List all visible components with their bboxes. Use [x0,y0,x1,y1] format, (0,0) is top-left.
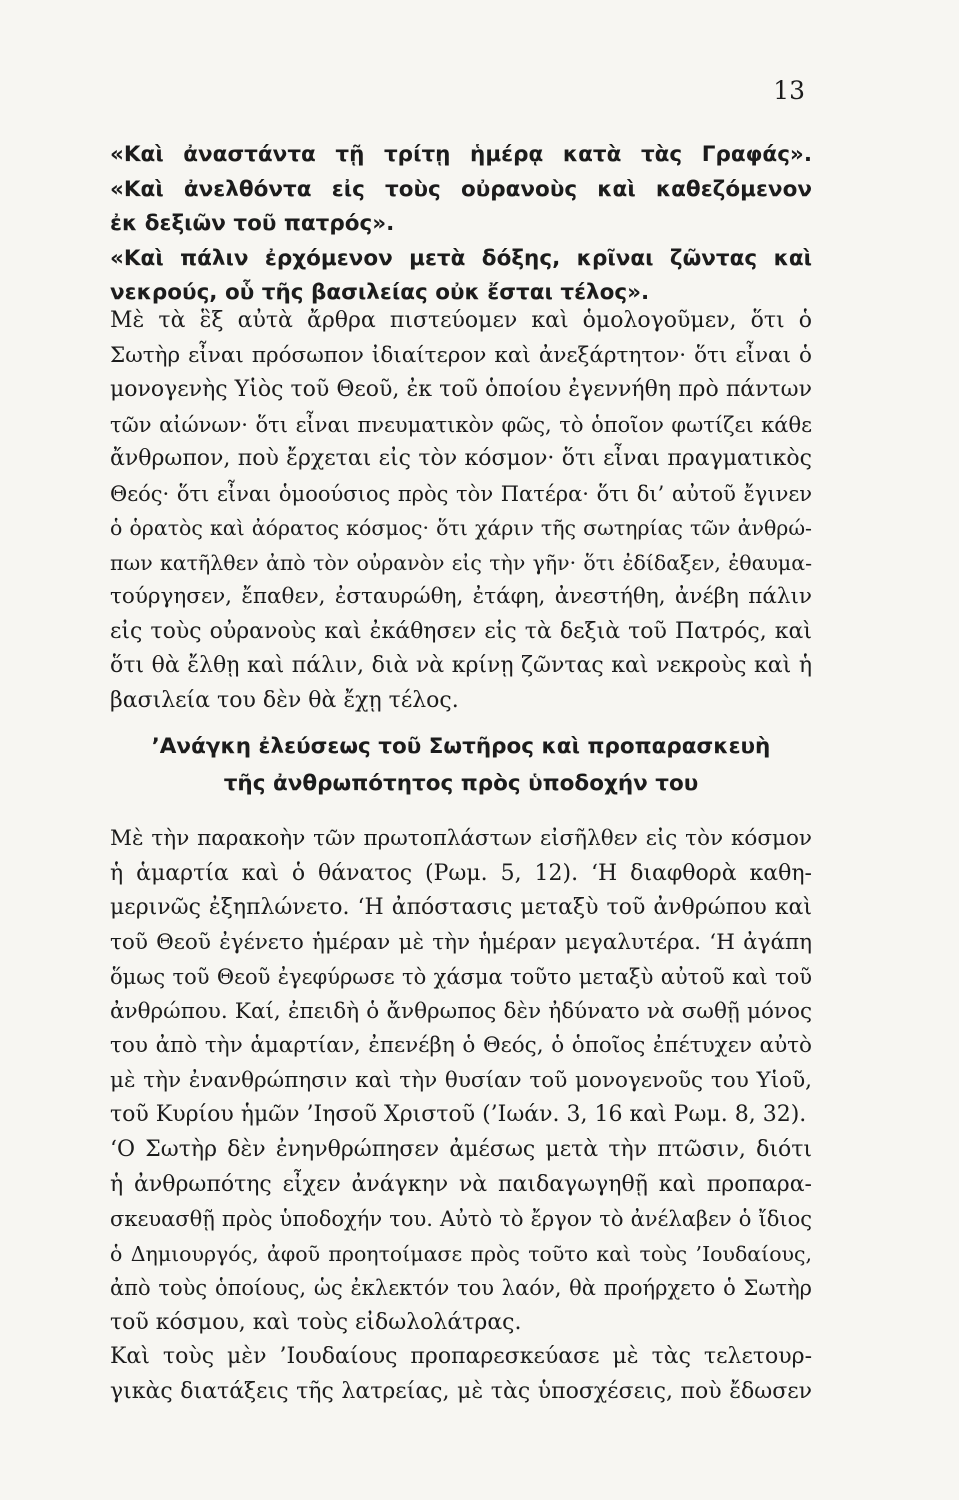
text-line: μὲ τὴν ἐνανθρώπησιν καὶ τὴν θυσίαν τοῦ μονογενοῦς του Υἱοῦ, [110,1067,812,1093]
paragraph-2 [110,822,812,1133]
creed-line: νεκρούς, οὗ τῆς βασιλείας οὐκ ἔσται τέλος». [110,280,650,305]
paragraph-1 [110,304,812,718]
text-line: γικὰς διατάξεις τῆς λατρείας, μὲ τὰς ὑποσχέσεις, ποὺ ἔδωσεν [110,1378,812,1404]
text-line: ἡ ἁμαρτία καὶ ὁ θάνατος (Ρωμ. 5, 12). ‘Η διαφθορὰ καθη- [110,860,812,886]
text-line: τοῦ Θεοῦ ἐγένετο ἡμέραν μὲ τὴν ἡμέραν μεγαλυτέρα. ‘Η ἀγάπη [110,929,812,955]
paragraph-3 [110,1133,812,1340]
text-line: Σωτὴρ εἶναι πρόσωπον ἰδιαίτερον καὶ ἀνεξάρτητον· ὅτι εἶναι ὁ [110,342,812,368]
text-line: τοῦ κόσμου, καὶ τοὺς εἰδωλολάτρας. [110,1309,522,1335]
text-line: ὅμως τοῦ Θεοῦ ἐγεφύρωσε τὸ χάσμα τοῦτο μεταξὺ αὐτοῦ καὶ τοῦ [110,965,812,989]
paragraph-4 [110,1340,812,1409]
text-line: ὅτι θὰ ἔλθῃ καὶ πάλιν, διὰ νὰ κρίνῃ ζῶντας καὶ νεκροὺς καὶ ἡ [110,653,812,678]
creed-line: «Καὶ ἀνελθόντα εἰς τοὺς οὐρανοὺς καὶ καθεζόμενον [110,176,812,202]
text-line: ἄνθρωπον, ποὺ ἔρχεται εἰς τὸν κόσμον· ὅτι εἶναι πραγματικὸς [110,446,812,471]
text-line: ὁ ὁρατὸς καὶ ἀόρατος κόσμος· ὅτι χάριν τῆς σωτηρίας τῶν ἀνθρώ- [110,516,812,540]
text-line: σκευασθῇ πρὸς ὑποδοχήν του. Αὐτὸ τὸ ἔργον τὸ ἀνέλαβεν ὁ ἴδιος [110,1207,812,1231]
text-line: ἀνθρώπου. Καί, ἐπειδὴ ὁ ἄνθρωπος δὲν ἠδύνατο νὰ σωθῇ μόνος [110,998,812,1024]
text-line: τοῦ Κυρίου ἡμῶν ’Ιησοῦ Χριστοῦ (’Ιωάν. 3, 16 καὶ Ρωμ. 8, 32). [110,1102,807,1127]
text-line: ἡ ἀνθρωπότης εἶχεν ἀνάγκην νὰ παιδαγωγηθῇ καὶ προπαρα- [110,1171,812,1197]
text-line: βασιλεία του δὲν θὰ ἔχῃ τέλος. [110,687,459,713]
text-line: ‘Ο Σωτὴρ δὲν ἐνηνθρώπησεν ἀμέσως μετὰ τὴν πτῶσιν, διότι [110,1137,812,1162]
text-line: ὁ Δημιουργός, ἀφοῦ προητοίμασε πρὸς τοῦτο καὶ τοὺς ’Ιουδαίους, [110,1241,812,1266]
text-line: μονογενὴς Υἱὸς τοῦ Θεοῦ, ἐκ τοῦ ὁποίου ἐγεννήθη πρὸ πάντων [110,377,812,402]
text-line: Θεός· ὅτι εἶναι ὁμοούσιος πρὸς τὸν Πατέρα· ὅτι δι’ αὐτοῦ ἔγινεν [110,481,812,506]
creed-line: «Καὶ πάλιν ἐρχόμενον μετὰ δόξης, κρῖναι ζῶντας καὶ [110,245,812,271]
heading-line: τῆς ἀνθρωπότητος πρὸς ὑποδοχήν του [223,771,699,796]
creed-line: «Καὶ ἀναστάντα τῇ τρίτῃ ἡμέρᾳ κατὰ τὰς Γραφάς». [110,142,812,167]
text-line: τῶν αἰώνων· ὅτι εἶναι πνευματικὸν φῶς, τὸ ὁποῖον φωτίζει κάθε [110,412,812,437]
section-heading [110,728,812,802]
text-line: Μὲ τὰ ἓξ αὐτὰ ἄρθρα πιστεύομεν καὶ ὁμολογοῦμεν, ὅτι ὁ [110,308,812,333]
text-line: πων κατῆλθεν ἀπὸ τὸν οὐρανὸν εἰς τὴν γῆν· ὅτι ἐδίδαξεν, ἐθαυμα- [110,550,812,575]
text-line: τούργησεν, ἔπαθεν, ἐσταυρώθη, ἐτάφη, ἀνεστήθη, ἀνέβη πάλιν [110,584,812,609]
creed-quotation [110,138,812,311]
text-line: Καὶ τοὺς μὲν ’Ιουδαίους προπαρεσκεύασε μὲ τὰς τελετουρ- [110,1344,812,1369]
heading-line: ’Ανάγκη ἐλεύσεως τοῦ Σωτῆρος καὶ προπαρασκευὴ [151,734,771,759]
page-number: 13 [773,76,805,105]
text-line: ἀπὸ τοὺς ὁποίους, ὡς ἐκλεκτόν του λαόν, θὰ προήρχετο ὁ Σωτὴρ [110,1276,812,1300]
text-line: μερινῶς ἐξηπλώνετο. ‘Η ἀπόστασις μεταξὺ τοῦ ἀνθρώπου καὶ [110,895,812,920]
creed-line: ἐκ δεξιῶν τοῦ πατρός». [110,211,395,236]
text-line: του ἀπὸ τὴν ἁμαρτίαν, ἐπενέβη ὁ Θεός, ὁ ὁποῖος ἐπέτυχεν αὐτὸ [110,1033,812,1058]
text-line: Μὲ τὴν παρακοὴν τῶν πρωτοπλάστων εἰσῆλθεν εἰς τὸν κόσμον [110,826,812,851]
text-line: εἰς τοὺς οὐρανοὺς καὶ ἐκάθησεν εἰς τὰ δεξιὰ τοῦ Πατρός, καὶ [110,618,812,644]
